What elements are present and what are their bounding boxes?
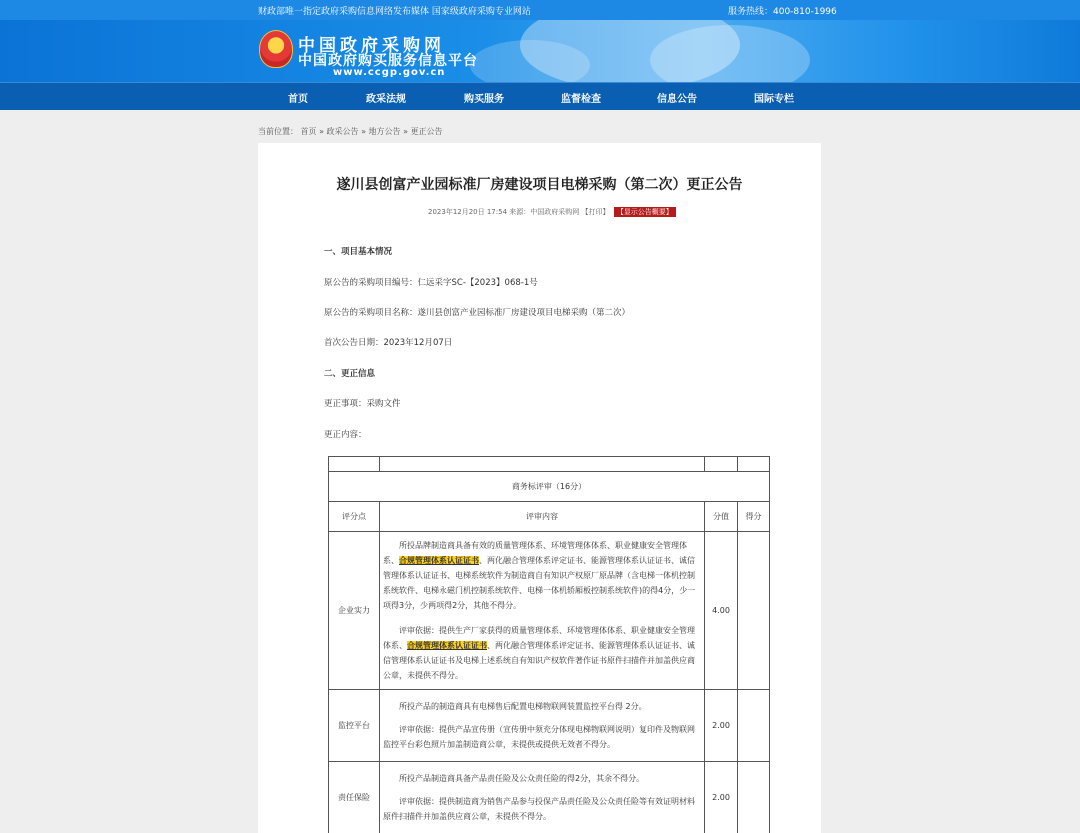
table-row [329, 762, 770, 833]
section-2-heading: 二、更正信息 [324, 369, 376, 379]
score-value-cell: 4.00 [705, 532, 738, 690]
site-url: www.ccgp.gov.cn [333, 67, 446, 78]
table-row [329, 532, 770, 690]
highlighted-text: 合规管理体系认证证书 [407, 641, 487, 650]
site-logo-subtitle[interactable]: 中国政府购买服务信息平台 [298, 53, 478, 69]
banner-cloud-decoration [470, 40, 590, 82]
breadcrumb-separator: » [319, 127, 324, 136]
project-name: 原公告的采购项目名称：遂川县创富产业园标准厂房建设项目电梯采购（第二次） [324, 308, 631, 318]
score-content-cell: 所投产品制造商具备产品责任险及公众责任险的得2分，其余不得分。 评审依据：提供制造商为销售产品参与投保产品责任险及公众责任险等有效证明材料原件扫描件并加盖供应商公章，未提供不得分。 [380, 762, 705, 833]
breadcrumb-home[interactable]: 首页 [300, 127, 317, 136]
table-header-content: 评审内容 [380, 502, 705, 532]
score-obtained-cell [738, 762, 770, 833]
table-header-row [329, 502, 770, 532]
breadcrumb [258, 126, 443, 137]
top-info-bar [0, 0, 1080, 20]
main-nav [0, 82, 1080, 110]
score-obtained-cell [738, 532, 770, 690]
breadcrumb-separator: » [403, 127, 408, 136]
change-content-label: 更正内容： [324, 430, 367, 440]
breadcrumb-prefix: 当前位置： [258, 127, 298, 136]
show-summary-button[interactable]: 【显示公告概要】 [614, 207, 676, 217]
score-obtained-cell [738, 690, 770, 762]
breadcrumb-correction[interactable]: 更正公告 [410, 127, 443, 136]
score-value-cell: 2.00 [705, 690, 738, 762]
nav-item-services[interactable]: 购买服务 [464, 94, 504, 105]
score-content-cell: 所投品牌制造商具备有效的质量管理体系、环境管理体体系、职业健康安全管理体系、合规管理体系认证证书、两化融合管理体系评定证书、能源管理体系认证证书、诚信管理体系认证证书、电梯系统软件为制造商自有知识产权原厂原品牌（含电梯一体机控制系统软件、电梯永磁门机控制系统软件、电梯一体机轿厢板控制系统软件)的得4分，少一项得3分，少两项得2分，其他不得分。 评审依据：提供生产厂家获得的质量管理体系、环境管理体体系、职业健康安全管理体系、合规管理体系认证证书、两化融合管理体系评定证书、能源管理体系认证证书、诚信管理体系认证证书及电梯上述系统自有知识产权软件著作证书原件扫描件并加盖供应商公章，未提供不得分。 [380, 532, 705, 690]
nav-item-international[interactable]: 国际专栏 [754, 94, 794, 105]
breadcrumb-local[interactable]: 地方公告 [368, 127, 401, 136]
first-announcement-date: 首次公告日期：2023年12月07日 [324, 338, 453, 348]
site-banner [0, 20, 1080, 82]
nav-item-regulations[interactable]: 政采法规 [366, 94, 406, 105]
article-meta [428, 207, 676, 217]
table-header-point: 评分点 [329, 502, 380, 532]
score-value-cell: 2.00 [705, 762, 738, 833]
top-bar-slogan: 财政部唯一指定政府采购信息网络发布媒体 国家级政府采购专业网站 [258, 7, 531, 17]
site-logo-title[interactable]: 中国政府采购网 [298, 36, 445, 56]
article-meta-date: 2023年12月20日 17:54 来源：中国政府采购网 【打印】 [428, 208, 610, 216]
table-header-score: 分值 [705, 502, 738, 532]
change-item: 更正事项：采购文件 [324, 399, 401, 409]
score-point-cell: 监控平台 [329, 690, 380, 762]
section-1-heading: 一、项目基本情况 [324, 247, 393, 257]
table-row [329, 457, 770, 472]
service-hotline: 服务热线：400-810-1996 [728, 7, 837, 17]
table-section-title: 商务标评审（16分） [329, 472, 770, 502]
page-title: 遂川县创富产业园标准厂房建设项目电梯采购（第二次）更正公告 [336, 177, 743, 193]
highlighted-text: 合规管理体系认证证书 [399, 556, 479, 565]
score-point-cell: 责任保险 [329, 762, 380, 833]
score-content-cell: 所投产品的制造商具有电梯售后配置电梯物联网装置监控平台得 2分。 评审依据：提供产品宣传册（宣传册中须充分体现电梯物联网说明）复印件及物联网监控平台彩色照片加盖制造商公章，未提供或提供无效者不得分。 [380, 690, 705, 762]
table-row [329, 472, 770, 502]
table-row [329, 690, 770, 762]
scoring-table [328, 456, 770, 833]
table-header-obtained: 得分 [738, 502, 770, 532]
breadcrumb-procurement[interactable]: 政采公告 [326, 127, 359, 136]
nav-item-supervision[interactable]: 监督检查 [561, 94, 601, 105]
national-emblem-icon[interactable] [259, 30, 293, 68]
nav-item-home[interactable]: 首页 [288, 94, 308, 105]
score-point-cell: 企业实力 [329, 532, 380, 690]
project-number: 原公告的采购项目编号：仁远采字SC-【2023】068-1号 [324, 278, 538, 288]
breadcrumb-separator: » [361, 127, 366, 136]
nav-item-announcements[interactable]: 信息公告 [657, 94, 697, 105]
